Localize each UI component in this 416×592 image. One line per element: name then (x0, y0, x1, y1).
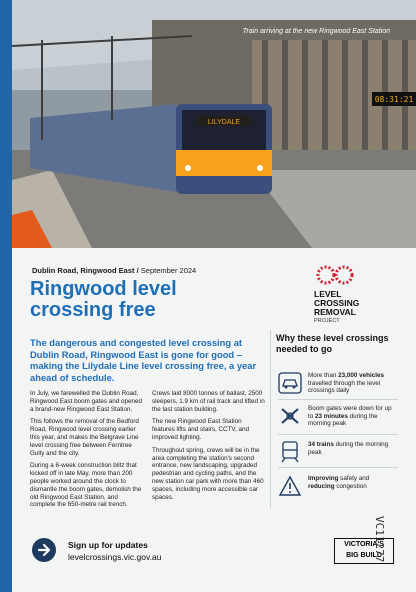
body-column-2 (152, 390, 266, 506)
footer (12, 528, 416, 576)
victorias-big-build-badge: VICTORIA'S BIG BUILD (334, 538, 394, 564)
divider (278, 399, 398, 400)
sidebar-divider (270, 330, 271, 508)
body-paragraph: This follows the removal of the Bedford Road, Ringwood level crossing earlier this year, and makes the Belgrave Line level crossing free between Ferntree Gully and the city. (30, 418, 139, 457)
flyer-page: LILYDALE 08:31:21 Train arriving at the new Ringwood East Station Dublin Road, Ringwood East / September 2024 Ringwood level crossing free LEVEL CROSSING REMOVAL PROJECT The dangerous and congested level crossing at Dublin Road, Ringwood East is gone for good – making the Lilydale Line level crossing free, a year ahead of schedule. In July, we farewelled the Dublin Road, Ringwood East boom gates and opened a brand-new Ringwood East Station. This follows the removal of the Bedford Road, Ringwood level crossing earlier this year, and makes the Belgrave Line level crossing free between Ferntree Gully and the city. During a 6-week construction blitz that kicked off in late May, more than 200 people worked around the clock to dismantle the boom gates, demolish the old Ringwood East Station, and complete the 650-metre rail trench. Crews laid 8000 tonnes of ballast, 2500 sleepers, 1.9 km of rail track and lifted in the last station building. The new Ringwood East Station features lifts and stairs, CCTV, and improved lighting. Throughout spring, crews will be in the area completing the station's second entrance, new landscaping, upgraded pedestrian and cycling paths, and the new station car park with more than 460 spaces, including more accessible car spaces. Why these level crossings needed to go More than 23,000 vehicles travelled through the level crossings daily Boom gates were down for up to 23 minutes during the morning peak 34 trains during the morning peak Improving safety and reducing congestion Sign up for updates levelcrossings.vic.gov.au VICTORIA'S BIG BUILD VC11277 (0, 0, 416, 592)
body-paragraph: In July, we farewelled the Dublin Road, Ringwood East boom gates and opened a brand-new Ringwood East Station. (30, 390, 143, 413)
intro-paragraph: The dangerous and congested level crossing at Dublin Road, Ringwood East is gone for good – making the Lilydale Line level crossing free, a year ahead of schedule. (30, 337, 257, 383)
location-date-line: Dublin Road, Ringwood East / September 2024 (32, 266, 197, 275)
photo-caption: Train arriving at the new Ringwood East Station (242, 28, 390, 35)
logo-line-4: PROJECT (314, 318, 340, 324)
logo-line-2: CROSSING (314, 298, 360, 308)
website-link[interactable]: levelcrossings.vic.gov.au (68, 552, 162, 562)
signup-label: Sign up for updates (68, 540, 148, 550)
level-crossing-removal-logo (314, 265, 394, 324)
body-paragraph: Crews laid 8000 tonnes of ballast, 2500 sleepers, 1.9 km of rail track and lifted in the last station building. (152, 390, 265, 413)
location: Dublin Road, Ringwood East (32, 266, 135, 275)
body-paragraph: The new Ringwood East Station features lifts and stairs, CCTV, and improved lighting. (152, 418, 250, 441)
page-title: Ringwood level crossing free (30, 278, 177, 321)
handwritten-annotation: VC11277 (373, 516, 386, 563)
divider (278, 434, 398, 435)
why-heading: Why these level crossings needed to go (276, 333, 389, 354)
divider (278, 467, 398, 468)
arrow-right-icon[interactable] (32, 538, 56, 562)
boom-gate-icon (278, 405, 302, 427)
body-paragraph: During a 6-week construction blitz that kicked off in late May, more than 200 people worked around the clock to dismantle the boom gates, demolish the old Ringwood East Station, and complete the 650-metre rail trench. (30, 462, 142, 509)
platform-clock: 08:31:21 (374, 95, 414, 104)
body-column-1 (30, 390, 144, 514)
car-icon (278, 372, 302, 394)
logo-line-1: LEVEL (314, 289, 342, 299)
train-destination-sign: LILYDALE (207, 119, 241, 126)
date: September 2024 (140, 266, 197, 275)
left-blue-strip (0, 0, 12, 592)
warning-icon (278, 475, 302, 497)
body-paragraph: Throughout spring, crews will be in the area completing the station's second entrance, new landscaping, upgraded pedestrian and cycling paths, and the new station car park with more than 460 spaces, including more accessible car spaces. (152, 446, 264, 501)
train-icon (278, 441, 302, 463)
station-photo (12, 0, 416, 248)
logo-mark-icon (314, 265, 374, 285)
logo-line-3: REMOVAL (314, 307, 356, 317)
